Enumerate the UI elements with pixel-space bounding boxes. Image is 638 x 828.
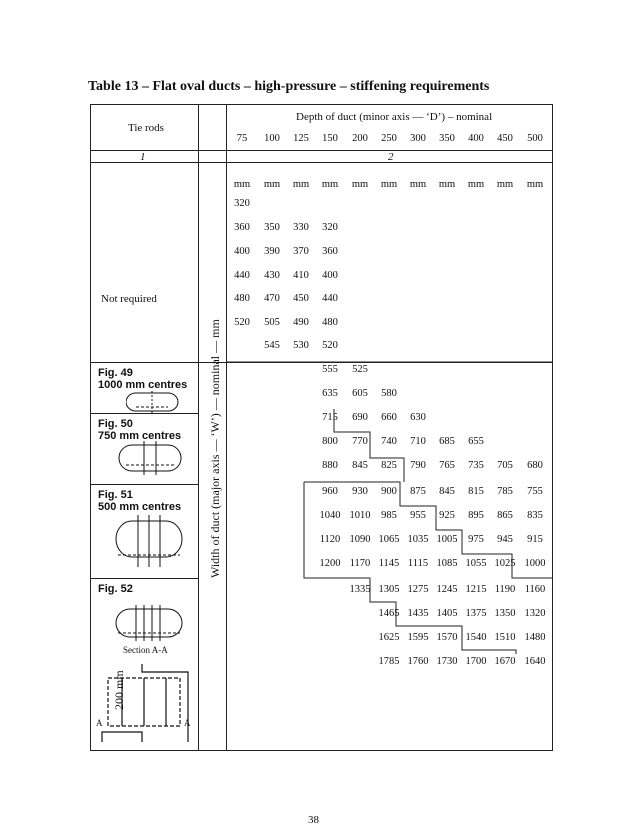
table-cell: 1190: [494, 584, 516, 595]
table-cell: 1025: [494, 558, 516, 569]
table-cell: 1090: [349, 534, 371, 545]
table-cell: 825: [381, 460, 397, 471]
table-cell: 735: [468, 460, 484, 471]
table-cell: 1350: [494, 608, 516, 619]
table-cell: 490: [293, 317, 309, 328]
table-cell: 945: [497, 534, 513, 545]
table-cell: 1670: [494, 656, 516, 667]
table-cell: 1435: [407, 608, 429, 619]
depth-col-400: 400: [468, 133, 484, 144]
table-cell: 800: [322, 436, 338, 447]
table-cell: 955: [410, 510, 426, 521]
width-axis-label: Width of duct (major axis — ‘W’) — nominal — mm: [208, 319, 222, 578]
table-cell: 1040: [319, 510, 341, 521]
fig52-title: Fig. 52: [98, 583, 133, 595]
table-cell: 1785: [378, 656, 400, 667]
fig52-diagram: [114, 603, 186, 643]
fig49-label: [98, 367, 187, 391]
fig51-label: [98, 489, 181, 513]
table-cell: 1640: [524, 656, 546, 667]
depth-col-150: 150: [322, 133, 338, 144]
table-cell: 330: [293, 222, 309, 233]
table-cell: 915: [527, 534, 543, 545]
table-cell: 1085: [436, 558, 458, 569]
table-cell: 680: [527, 460, 543, 471]
depth-col-450: 450: [497, 133, 513, 144]
section-aa-label: Section A-A: [123, 645, 168, 655]
table-cell: 740: [381, 436, 397, 447]
table-cell: 765: [439, 460, 455, 471]
section-aa-diagram: [92, 660, 196, 746]
table-cell: 530: [293, 340, 309, 351]
depth-col-500: 500: [527, 133, 543, 144]
table-cell: 555: [322, 364, 338, 375]
table-cell: 1275: [407, 584, 429, 595]
unit-cell: mm: [467, 179, 485, 190]
table-cell: 525: [352, 364, 368, 375]
table-cell: 770: [352, 436, 368, 447]
table-cell: 1000: [524, 558, 546, 569]
table-cell: 1405: [436, 608, 458, 619]
table-cell: 320: [234, 198, 250, 209]
fig51-title: Fig. 51: [98, 489, 133, 501]
table-cell: 1145: [378, 558, 400, 569]
fig49-subtitle: 1000 mm centres: [98, 379, 188, 391]
table-cell: 895: [468, 510, 484, 521]
unit-cell: mm: [321, 179, 339, 190]
table-cell: 1730: [436, 656, 458, 667]
table-cell: 710: [410, 436, 426, 447]
table-cell: 815: [468, 486, 484, 497]
section-mark-a-left: A: [96, 718, 103, 728]
table-cell: 900: [381, 486, 397, 497]
table-cell: 630: [410, 412, 426, 423]
table-cell: 410: [293, 270, 309, 281]
depth-col-350: 350: [439, 133, 455, 144]
table-cell: 1595: [407, 632, 429, 643]
table-cell: 875: [410, 486, 426, 497]
fig52-label: [98, 583, 133, 595]
table-cell: 370: [293, 246, 309, 257]
table-cell: 1760: [407, 656, 429, 667]
table-cell: 880: [322, 460, 338, 471]
table-cell: 1035: [407, 534, 429, 545]
table-cell: 655: [468, 436, 484, 447]
table-cell: 785: [497, 486, 513, 497]
fig50-subtitle: 750 mm centres: [98, 430, 182, 442]
table-cell: 1700: [465, 656, 487, 667]
table-cell: 660: [381, 412, 397, 423]
column-number-1: 1: [140, 151, 146, 163]
unit-cell: mm: [351, 179, 369, 190]
depth-header: Depth of duct (minor axis — ‘D’) – nominal: [296, 111, 493, 123]
table-cell: 975: [468, 534, 484, 545]
table-cell: 1320: [524, 608, 546, 619]
tie-rods-header: Tie rods: [128, 122, 164, 134]
table-cell: 1570: [436, 632, 458, 643]
fig49-title: Fig. 49: [98, 367, 133, 379]
depth-col-125: 125: [293, 133, 309, 144]
table-cell: 480: [234, 293, 250, 304]
depth-col-250: 250: [381, 133, 397, 144]
section-mark-a-right: A: [184, 718, 191, 728]
table-cell: 350: [264, 222, 280, 233]
table-cell: 1215: [465, 584, 487, 595]
fig51-subtitle: 500 mm centres: [98, 501, 182, 513]
unit-cell: mm: [526, 179, 544, 190]
table-cell: 845: [439, 486, 455, 497]
table-cell: 845: [352, 460, 368, 471]
table-cell: 755: [527, 486, 543, 497]
table-cell: 1480: [524, 632, 546, 643]
page-number: 38: [308, 814, 319, 826]
table-cell: 835: [527, 510, 543, 521]
table-cell: 790: [410, 460, 426, 471]
table-cell: 715: [322, 412, 338, 423]
not-required-label: Not required: [101, 293, 157, 305]
table-title: Table 13 – Flat oval ducts – high-pressure – stiffening requirements: [88, 79, 490, 94]
table-cell: 320: [322, 222, 338, 233]
unit-cell: mm: [292, 179, 310, 190]
column-number-2: 2: [388, 151, 394, 163]
fig50-diagram: [118, 441, 188, 475]
unit-cell: mm: [409, 179, 427, 190]
unit-cell: mm: [380, 179, 398, 190]
fig51-diagram: [114, 513, 186, 573]
table-cell: 440: [234, 270, 250, 281]
table-cell: 1005: [436, 534, 458, 545]
table-cell: 360: [234, 222, 250, 233]
table-cell: 1305: [378, 584, 400, 595]
table-cell: 605: [352, 388, 368, 399]
table-cell: 685: [439, 436, 455, 447]
table-cell: 430: [264, 270, 280, 281]
table-cell: 440: [322, 293, 338, 304]
table-cell: 1170: [349, 558, 371, 569]
table-cell: 1055: [465, 558, 487, 569]
table-cell: 690: [352, 412, 368, 423]
table-cell: 580: [381, 388, 397, 399]
table-cell: 1335: [349, 584, 371, 595]
table-cell: 390: [264, 246, 280, 257]
dimension-label: 200 mm: [112, 670, 126, 710]
unit-cell: mm: [496, 179, 514, 190]
table-cell: 1245: [436, 584, 458, 595]
table-cell: 505: [264, 317, 280, 328]
fig50-title: Fig. 50: [98, 418, 133, 430]
table-cell: 1160: [524, 584, 546, 595]
depth-col-100: 100: [264, 133, 280, 144]
depth-col-75: 75: [236, 133, 248, 144]
table-cell: 985: [381, 510, 397, 521]
table-cell: 520: [322, 340, 338, 351]
depth-col-300: 300: [410, 133, 426, 144]
table-cell: 1120: [319, 534, 341, 545]
table-cell: 635: [322, 388, 338, 399]
table-cell: 360: [322, 246, 338, 257]
table-cell: 400: [234, 246, 250, 257]
table-cell: 1375: [465, 608, 487, 619]
table-cell: 480: [322, 317, 338, 328]
table-cell: 1065: [378, 534, 400, 545]
table-cell: 470: [264, 293, 280, 304]
table-cell: 400: [322, 270, 338, 281]
unit-cell: mm: [233, 179, 251, 190]
table-cell: 1510: [494, 632, 516, 643]
table-cell: 1465: [378, 608, 400, 619]
table-cell: 1200: [319, 558, 341, 569]
fig50-label: [98, 418, 181, 442]
table-cell: 1115: [407, 558, 429, 569]
table-cell: 930: [352, 486, 368, 497]
unit-cell: mm: [438, 179, 456, 190]
table-cell: 520: [234, 317, 250, 328]
fig49-diagram: [126, 391, 186, 413]
table-cell: 1540: [465, 632, 487, 643]
depth-col-200: 200: [352, 133, 368, 144]
table-cell: 960: [322, 486, 338, 497]
table-cell: 1625: [378, 632, 400, 643]
unit-cell: mm: [263, 179, 281, 190]
table-cell: 705: [497, 460, 513, 471]
table-cell: 1010: [349, 510, 371, 521]
table-cell: 450: [293, 293, 309, 304]
table-cell: 925: [439, 510, 455, 521]
table-cell: 545: [264, 340, 280, 351]
table-cell: 865: [497, 510, 513, 521]
